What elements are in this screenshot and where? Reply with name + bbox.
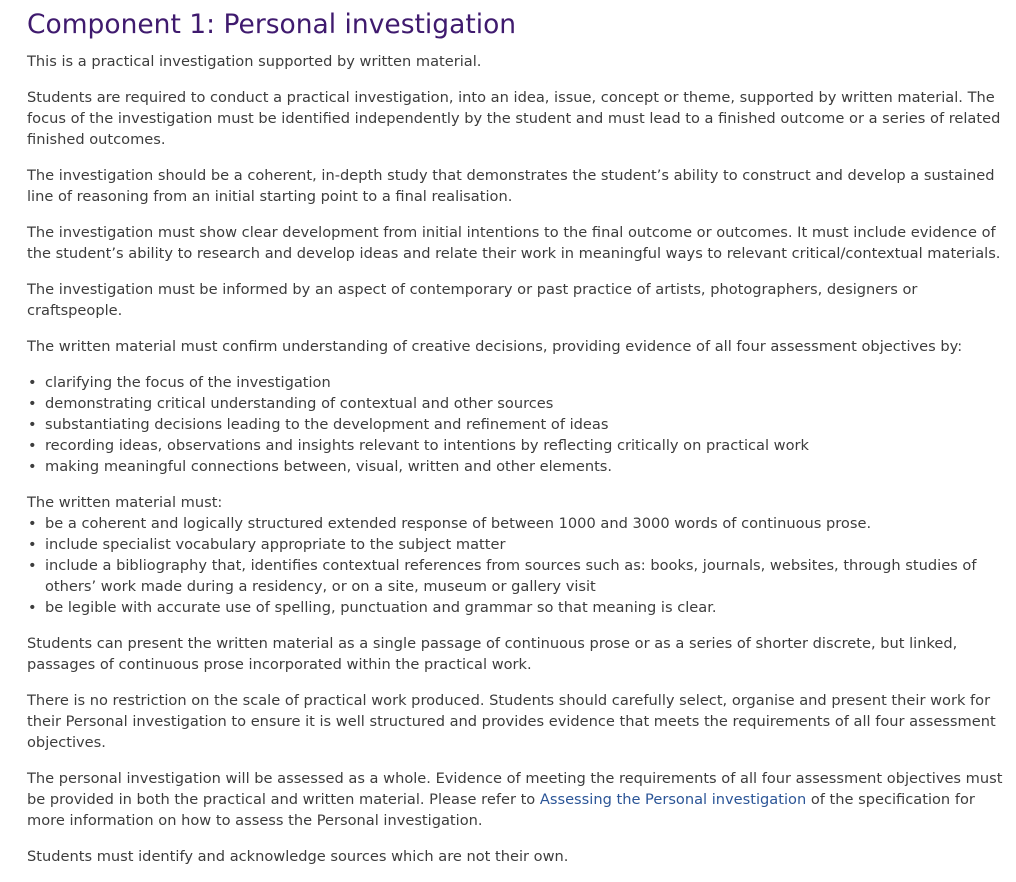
paragraph-closing: Students must identify and acknowledge sources which are not their own. bbox=[27, 848, 569, 865]
bullet-icon: • bbox=[28, 536, 37, 553]
bullet-icon: • bbox=[28, 557, 37, 574]
paragraph-assessment: The personal investigation will be assessed as a whole. Evidence of meeting the requirements of all four assessment objectives must be provided in both the practical and written material. Please refer to Assessing the Personal investigation of the specification for more information on how to assess the Personal investigation. bbox=[27, 770, 1003, 829]
list-item: • be legible with accurate use of spelling, punctuation and grammar so that meaning is clear. bbox=[28, 599, 717, 616]
list-item: • clarifying the focus of the investigation bbox=[28, 374, 331, 391]
written-material-list bbox=[27, 513, 1007, 618]
list-item: • demonstrating critical understanding of contextual and other sources bbox=[28, 395, 554, 412]
paragraph-informed-by: The investigation must be informed by an aspect of contemporary or past practice of artists, photographers, designers or craftspeople. bbox=[27, 281, 918, 319]
bullet-icon: • bbox=[28, 599, 37, 616]
bullet-icon: • bbox=[28, 416, 37, 433]
paragraph-written-material-intro: The written material must confirm understanding of creative decisions, providing evidence of all four assessment objectives by: bbox=[27, 338, 963, 355]
paragraph-requirements: Students are required to conduct a practical investigation, into an idea, issue, concept or theme, supported by written material. The focus of the investigation must be identified independently by the student and must lead to a finished outcome or a series of related finished outcomes. bbox=[27, 89, 1001, 148]
written-material-heading: The written material must: bbox=[27, 494, 223, 511]
paragraph-scale: There is no restriction on the scale of practical work produced. Students should carefully select, organise and present their work for their Personal investigation to ensure it is well structured and provides evidence that meets the requirements of all four assessment objectives. bbox=[27, 692, 996, 751]
assessing-personal-investigation-link[interactable]: Assessing the Personal investigation bbox=[539, 791, 807, 808]
bullet-icon: • bbox=[28, 437, 37, 454]
bullet-icon: • bbox=[28, 374, 37, 391]
list-item: • substantiating decisions leading to the development and refinement of ideas bbox=[28, 416, 609, 433]
objectives-list bbox=[27, 372, 1007, 477]
paragraph-development: The investigation must show clear development from initial intentions to the final outcome or outcomes. It must include evidence of the student’s ability to research and develop ideas and relate their work in meaningful ways to relevant critical/contextual materials. bbox=[27, 224, 1001, 262]
intro-paragraph: This is a practical investigation supported by written material. bbox=[27, 53, 482, 70]
bullet-icon: • bbox=[28, 395, 37, 412]
list-item: • include a bibliography that, identifies contextual references from sources such as: books, journals, websites, through studies of others’ work made during a residency, or on a site, museum or gallery visit bbox=[28, 557, 977, 595]
document-content bbox=[27, 8, 1007, 882]
paragraph-presentation: Students can present the written material as a single passage of continuous prose or as a series of shorter discrete, but linked, passages of continuous prose incorporated within the practical work. bbox=[27, 635, 958, 673]
bullet-icon: • bbox=[28, 458, 37, 475]
list-item: • be a coherent and logically structured extended response of between 1000 and 3000 words of continuous prose. bbox=[28, 515, 872, 532]
paragraph-coherent-study: The investigation should be a coherent, in-depth study that demonstrates the student’s ability to construct and develop a sustained line of reasoning from an initial starting point to a final realisation. bbox=[27, 167, 995, 205]
list-item: • include specialist vocabulary appropriate to the subject matter bbox=[28, 536, 506, 553]
list-item: • making meaningful connections between, visual, written and other elements. bbox=[28, 458, 613, 475]
bullet-icon: • bbox=[28, 515, 37, 532]
page-title: Component 1: Personal investigation bbox=[27, 9, 517, 40]
list-item: • recording ideas, observations and insights relevant to intentions by reflecting critically on practical work bbox=[28, 437, 809, 454]
